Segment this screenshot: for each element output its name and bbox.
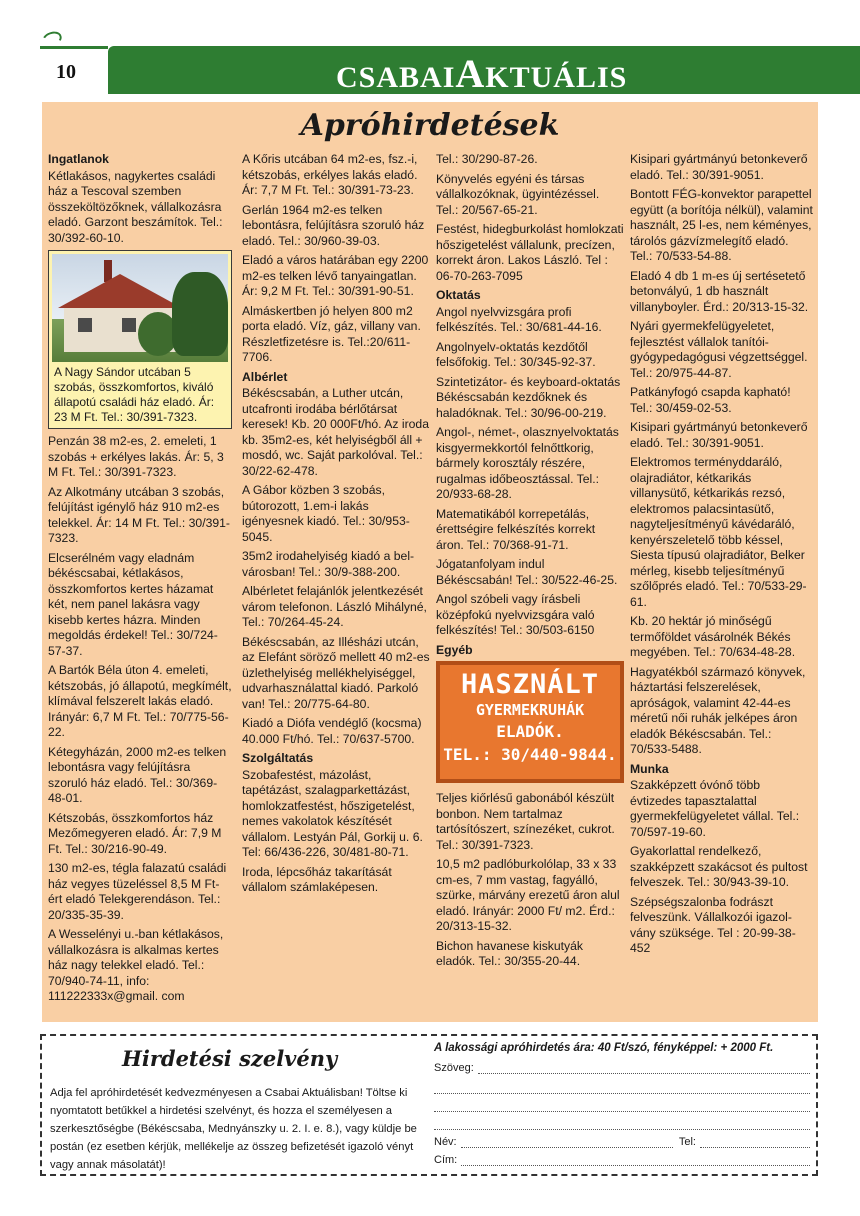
classified-ad: Szakképzett óvónő több évtizedes tapasztalattal gyermekfelügyeletet vállal. Tel.: 70/597-19-60. bbox=[630, 778, 800, 839]
classified-ad: Az Alkotmány utcában 3 szobás, felújítást igénylő ház 910 m2-es telekkel. Ár: 14 M Ft. Tel.: 30/391-7323. bbox=[48, 484, 230, 545]
coupon-row-text bbox=[434, 1080, 810, 1094]
classified-ad: Kb. 20 hektár jó minőségű termőföldet vásárolnék Békés megyében. Tel.: 70/634-48-28. bbox=[630, 614, 796, 659]
tel-field[interactable] bbox=[700, 1138, 810, 1148]
classified-ad: Teljes kiőrlésű gabonából készült bonbon. Nem tartalmaz tartósítószert, színezéket, cukrot. Tel.: 30/391-7323. bbox=[436, 791, 615, 852]
classified-ad: Nyári gyermekfelügyeletet, fejlesztést vállalok tanítói-gyógypedagógusi végzettséggel. Tel.: 20/975-44-87. bbox=[630, 319, 808, 380]
classified-ad: Angol szóbeli vagy írásbeli középfokú nyelvvizsgára való felkészítés! Tel.: 30/503-6150 bbox=[436, 592, 595, 637]
used-clothes-ad-box bbox=[436, 661, 624, 783]
szoveg-field[interactable] bbox=[478, 1064, 810, 1074]
classified-ad: Tel.: 30/290-87-26. bbox=[436, 152, 538, 166]
classified-ad: Matematikából korrepetálás, érettségire felkészítés korrekt áron. Tel.: 70/368-91-71. bbox=[436, 506, 596, 552]
classified-ad: A Kőris utcában 64 m2-es, fsz.-i, kétszobás, erkélyes lakás eladó. Ár: 7,7 M Ft. Tel.: 30/391-73-23. bbox=[242, 152, 418, 197]
classified-ad: Angol nyelvvizsgára profi felkészítés. Tel.: 30/681-44-16. bbox=[436, 304, 602, 334]
coupon-title: Hirdetési szelvény bbox=[122, 1046, 338, 1071]
ad-coupon bbox=[40, 1034, 818, 1176]
page-number: 10 bbox=[56, 61, 76, 83]
column-2 bbox=[242, 152, 430, 900]
tel-label: Tel: bbox=[678, 1136, 696, 1148]
classified-ad: Bichon havanese kiskutyák eladók. Tel.: 30/355-20-44. bbox=[436, 938, 584, 968]
classified-ad: Penzán 38 m2-es, 2. emeleti, 1 szobás + erkélyes lakás. Ár: 5, 3 M Ft. Tel.: 30/391-7323. bbox=[48, 434, 224, 479]
cim-field[interactable] bbox=[461, 1156, 810, 1166]
coupon-row-text bbox=[434, 1098, 810, 1112]
column-3 bbox=[436, 152, 624, 974]
ad-box-line: ELADÓK. bbox=[496, 722, 564, 741]
classified-ad: Angolnyelv-oktatás kezdőtől felsőfokig. Tel.: 30/345-92-37. bbox=[436, 339, 596, 369]
masthead-part1: CSABAI bbox=[336, 61, 456, 94]
classified-ad: A Wesselényi u.-ban kétlakásos, vállalkozásra is alkalmas kertes ház nagy telekkel eladó. Tel.: 70/940-74-11, info: 111222333x@gmail. com bbox=[48, 927, 224, 1003]
page-header bbox=[40, 46, 860, 94]
classified-ad: Gyakorlattal rendelkező, szakképzett szakácsot és pultost felveszek. Tel.: 30/943-39-10. bbox=[630, 844, 808, 889]
szoveg-field-line[interactable] bbox=[434, 1102, 810, 1112]
classified-ad: Szobafestést, mázolást, tapétázást, szalagparkettázást, homlokzatfestést, hőszigetelést, nemes vakolatok készítését vállalom. Lestyán Pál, Gorkij u. 6. Tel: 66/436-226, 30/481-80-71. bbox=[242, 767, 423, 859]
heading-alberlet: Albérlet bbox=[242, 369, 288, 384]
ad-box-phone: TEL.: 30/440-9844. bbox=[443, 744, 617, 764]
classified-ad: Jógatanfolyam indul Békéscsabán! Tel.: 30/522-46-25. bbox=[436, 557, 618, 587]
classified-ad: Gerlán 1964 m2-es telken lebontásra, felújításra szoruló ház eladó. Tel.: 30/960-39-03. bbox=[242, 202, 425, 248]
classified-ad: Kétszobás, összkomfortos ház Mezőmegyeren eladó. Ár: 7,9 M Ft. Tel.: 30/216-90-49. bbox=[48, 810, 222, 856]
classified-ad: 35m2 irodahelyiség kiadó a bel-városban! Tel.: 30/9-388-200. bbox=[242, 549, 415, 579]
heading-oktatas: Oktatás bbox=[436, 288, 481, 302]
ad-box-line: GYERMEKRUHÁK bbox=[475, 700, 585, 719]
classified-ad: 10,5 m2 padlóburkolólap, 33 x 33 cm-es, 7 mm vastag, fagyálló, szürke, márvány erezetű áron alul eladó. Irányár: 2000 Ft/ m2. Érd.: 20/313-15-32. bbox=[436, 857, 620, 933]
classified-ad: Elcserélném vagy eladnám békéscsabai, kétlakásos, összkomfortos kertes házamat két, nem panel lakásra vagy kisebb kertes házra. Minden megoldás érdekel! Tel.: 30/724-57-37. bbox=[48, 550, 218, 658]
classified-ad: Szépségszalonba fodrászt felveszünk. Vállalkozói igazol-vány szüksége. Tel : 20-99-38-452 bbox=[630, 894, 796, 955]
classified-ad: Kiadó a Diófa vendéglő (kocsma) 40.000 Ft/hó. Tel.: 70/637-5700. bbox=[242, 716, 422, 746]
page-number-tab bbox=[40, 46, 108, 94]
classified-ad: Angol-, német-, olasznyelvoktatás kisgyermekkortól felnőttkorig, bármely korosztály részére, rugalmas időbeosztással. Tel.: 20/933-68-28. bbox=[436, 425, 619, 501]
classified-ad: Hagyatékból származó könyvek, háztartási felszerelések, apróságok, valamint 42-44-es méretű női ruhák jelképes áron eladók Békéscsabán. Tel.: 70/533-5488. bbox=[630, 664, 806, 756]
heading-szolgaltatas: Szolgáltatás bbox=[242, 751, 314, 765]
coupon-row-text bbox=[434, 1060, 810, 1074]
classified-ad: Békéscsabán, a Luther utcán, utcafronti irodába bérlőtársat keresek! Kb. 20 000Ft/hó. Az iroda kb. 35m2-es, két helyiségből áll + mosdó, wc. Saját parkolóval. Tel.: 30/22-62-478. bbox=[242, 386, 429, 478]
classified-ad: Kisipari gyártmányú betonkeverő eladó. Tel.: 30/391-9051. bbox=[630, 152, 808, 182]
classified-ad: 130 m2-es, tégla falazatú családi ház vegyes tüzeléssel 8,5 M Ft-ért eladó Telekgerendáson. Tel.: 20/335-35-39. bbox=[48, 861, 227, 922]
classified-ad: Bontott FÉG-konvektor parapettel együtt (a borítója nélkül), valamint használt, 25 l-es, nem kéményes, tárolós gázvízmelegítő eladó. Tel.: 70/533-54-88. bbox=[630, 187, 813, 263]
classified-ad: Könyvelés egyéni és társas vállalkozóknak, ügyintézéssel. Tel.: 20/567-65-21. bbox=[436, 171, 600, 217]
cim-label: Cím: bbox=[434, 1154, 458, 1166]
masthead-title bbox=[336, 50, 627, 97]
classified-ad: Szintetizátor- és keyboard-oktatás Békéscsabán kezdőknek és haladóknak. Tel.: 30/96-00-219. bbox=[436, 374, 621, 420]
ad-box-line: HASZNÁLT bbox=[460, 669, 600, 700]
photo-caption: A Nagy Sándor utcában 5 szobás, összkomfortos, kiváló állapotú családi ház eladó. Ár: 23 M Ft. Tel.: 30/391-7323. bbox=[54, 365, 215, 424]
classified-ad: Békéscsabán, az Illésházi utcán, az Elefánt söröző mellett 40 m2-es üzlethelyiség mellékhelyiséggel, udvarhasználattal kiadó. Parkoló van! Tel.: 20/775-64-80. bbox=[242, 634, 430, 711]
classified-ad: A Gábor közben 3 szobás, bútorozott, 1.em-i lakás igényesnek kiadó. Tel.: 30/953-5045. bbox=[242, 483, 410, 544]
heading-egyeb: Egyéb bbox=[436, 642, 473, 657]
section-title: Apróhirdetések bbox=[300, 108, 560, 143]
photo-ad-box bbox=[48, 250, 232, 429]
classified-ad: Iroda, lépcsőház takarítását vállalom számlaképesen. bbox=[242, 864, 392, 894]
house-photo bbox=[52, 254, 228, 362]
column-4 bbox=[630, 152, 814, 961]
classified-ad: Eladó 4 db 1 m-es új sertésetető betonvályú, 1 db használt villanyboyler. Érd.: 20/313-15-32. bbox=[630, 268, 809, 314]
szoveg-label: Szöveg: bbox=[434, 1062, 474, 1074]
heading-ingatlanok: Ingatlanok bbox=[48, 152, 109, 166]
coupon-row-address bbox=[434, 1152, 810, 1166]
classified-ad: Albérletet felajánlók jelentkezését várom telefonon. László Mihályné, Tel.: 70/264-45-24. bbox=[242, 584, 427, 629]
classified-ad: Eladó a város határában egy 2200 m2-es telken lévő tanyaingatlan. Ár: 9,2 M Ft. Tel.: 30/391-90-51. bbox=[242, 253, 429, 298]
classified-ad: Patkányfogó csapda kapható! Tel.: 30/459-02-53. bbox=[630, 385, 791, 415]
column-1 bbox=[48, 152, 232, 1009]
szoveg-field-line[interactable] bbox=[434, 1120, 810, 1130]
classified-ad: Kisipari gyártmányú betonkeverő eladó. Tel.: 30/391-9051. bbox=[630, 420, 808, 450]
coupon-price: A lakossági apróhirdetés ára: 40 Ft/szó, fényképpel: + 2000 Ft. bbox=[434, 1042, 774, 1054]
classified-ad: Elektromos terményddaráló, olajradiátor, kétkarikás villanysütő, kétkarikás rezsó, elektromos palacsintasütő, nagyteljesítményű kávédaráló, kenyérszeletelő több késsel, Siesta típusú olajradiátor, Belker mérleg, kisebb teljesítményű szőlőprés eladó. Tel.: 70/533-29-61. bbox=[630, 455, 807, 609]
classified-ad: Kétlakásos, nagykertes családi ház a Tescoval szemben összeköltözőknek, vállalkozásra eladó. Garzont beszámítok. Tel.: 30/392-60-10. bbox=[48, 168, 223, 245]
classified-ad: A Bartók Béla úton 4. emeleti, kétszobás, jó állapotú, megkímélt, klímával felszerelt lakás eladó. Irányár: 6,7 M Ft. Tel.: 70/775-56-22. bbox=[48, 663, 232, 739]
classified-ad: Kétegyházán, 2000 m2-es telken lebontásra vagy felújításra szoruló ház eladó. Tel.: 30/369-48-01. bbox=[48, 744, 227, 805]
masthead-big-letter: A bbox=[455, 51, 486, 96]
masthead-bar bbox=[108, 46, 860, 94]
coupon-row-text bbox=[434, 1116, 810, 1130]
classified-ad: Festést, hidegburkolást homlokzati hőszigetelést vállalunk, precízen, korrekt áron. Lakos László. Tel : 06-70-263-7095 bbox=[436, 222, 624, 283]
classifieds-panel bbox=[42, 102, 818, 1022]
nev-label: Név: bbox=[434, 1136, 457, 1148]
coupon-row-name bbox=[434, 1134, 810, 1148]
coupon-instructions: Adja fel apróhirdetését kedvezményesen a Csabai Aktuálisban! Töltse ki nyomtatott betűkkel a hirdetési szelvényt, és hozza el személyesen a szerkesztőségbe (Békéscsaba, Mednyánszky u. 2. I. e. 8.), vagy küldje be postán (ez esetben kérjük, mellékelje az összeg befizetését igazoló vényt vagy annak másolatát)! bbox=[50, 1087, 417, 1171]
masthead-part2: KTUÁLIS bbox=[485, 61, 628, 94]
heading-munka: Munka bbox=[630, 761, 669, 776]
nev-field[interactable] bbox=[461, 1138, 673, 1148]
classified-ad: Almáskertben jó helyen 800 m2 porta eladó. Víz, gáz, villany van. Részletfizetésre is. Tel.:20/611-7706. bbox=[242, 303, 421, 364]
szoveg-field-line[interactable] bbox=[434, 1084, 810, 1094]
